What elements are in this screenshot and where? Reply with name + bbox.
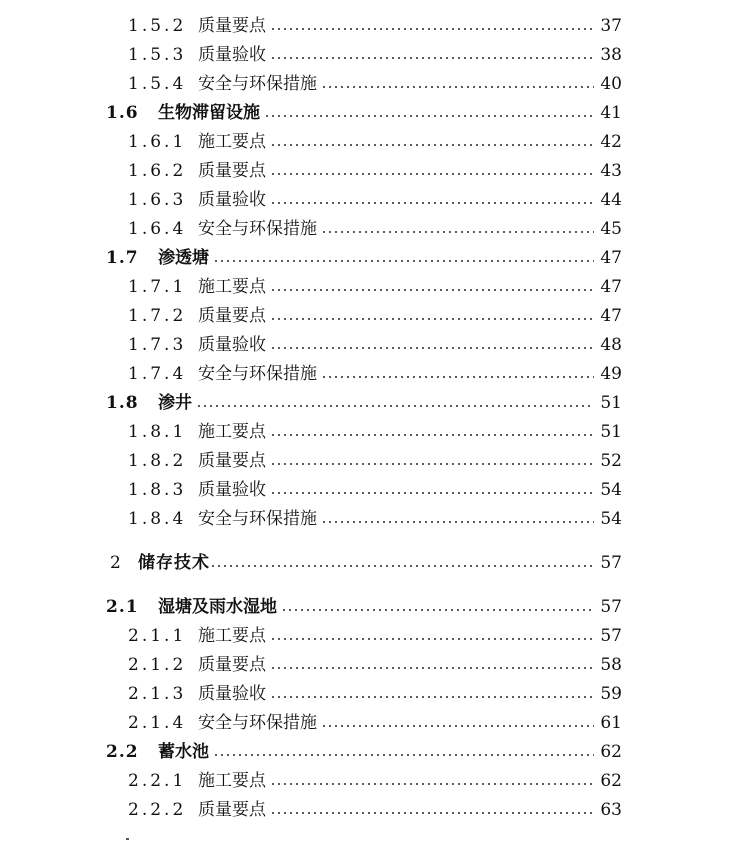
toc-entry[interactable] — [0, 157, 730, 185]
toc-entry-number: 1.5.4 — [128, 74, 187, 94]
toc-entry-title: 施工要点 — [198, 771, 266, 791]
dot-leader — [270, 812, 594, 814]
toc-entry-page: 57 — [600, 597, 622, 617]
toc-entry-page: 47 — [600, 248, 622, 268]
toc-entry-page: 58 — [600, 655, 622, 675]
toc-entry-title: 生物滞留设施 — [158, 103, 260, 123]
dot-leader — [281, 609, 594, 611]
dot-leader — [321, 521, 594, 523]
toc-entry[interactable] — [0, 680, 730, 708]
toc-entry-title: 施工要点 — [198, 132, 266, 152]
scan-mark — [126, 838, 129, 840]
toc-entry-number: 1.6.1 — [128, 132, 187, 152]
toc-entry-title: 质量验收 — [198, 335, 266, 355]
toc-entry-page: 45 — [600, 219, 622, 239]
toc-entry-title: 渗透塘 — [158, 248, 209, 268]
toc-entry-page: 52 — [600, 451, 622, 471]
toc-entry[interactable] — [0, 12, 730, 40]
toc-entry[interactable] — [0, 186, 730, 214]
dot-leader — [213, 260, 594, 262]
toc-entry-page: 54 — [600, 480, 622, 500]
dot-leader — [270, 173, 594, 175]
toc-entry-page: 57 — [600, 553, 622, 573]
toc-entry[interactable] — [0, 128, 730, 156]
toc-entry[interactable] — [0, 549, 730, 577]
toc-entry-title: 质量验收 — [198, 45, 266, 65]
dot-leader — [321, 231, 594, 233]
toc-entry-number: 1.6 — [106, 103, 139, 123]
toc-entry-page: 47 — [600, 277, 622, 297]
dot-leader — [270, 667, 594, 669]
dot-leader — [270, 783, 594, 785]
toc-entry-page: 41 — [600, 103, 622, 123]
toc-entry-number: 2.2 — [106, 742, 139, 762]
toc-entry[interactable] — [0, 215, 730, 243]
toc-entry-title: 施工要点 — [198, 626, 266, 646]
toc-entry-number: 1.7.4 — [128, 364, 187, 384]
toc-entry-number: 2.1.1 — [128, 626, 187, 646]
toc-entry[interactable] — [0, 738, 730, 766]
toc-entry-number: 1.5.3 — [128, 45, 187, 65]
dot-leader — [213, 754, 594, 756]
toc-entry[interactable] — [0, 331, 730, 359]
toc-entry-title: 安全与环保措施 — [198, 364, 317, 384]
dot-leader — [210, 565, 594, 567]
toc-entry-number: 2.1.2 — [128, 655, 187, 675]
toc-entry-page: 43 — [600, 161, 622, 181]
toc-entry-page: 51 — [600, 393, 622, 413]
toc-entry[interactable] — [0, 244, 730, 272]
toc-entry[interactable] — [0, 709, 730, 737]
toc-entry-title: 质量验收 — [198, 480, 266, 500]
toc-entry[interactable] — [0, 447, 730, 475]
dot-leader — [270, 434, 594, 436]
toc-entry-number: 2.1.3 — [128, 684, 187, 704]
toc-entry-number: 2.2.2 — [128, 800, 187, 820]
dot-leader — [270, 28, 594, 30]
toc-entry-title: 质量要点 — [198, 800, 266, 820]
dot-leader — [270, 463, 594, 465]
toc-entry-page: 61 — [600, 713, 622, 733]
toc-entry-number: 1.7 — [106, 248, 139, 268]
toc-entry-page: 63 — [600, 800, 622, 820]
toc-entry-title: 储存技术 — [138, 553, 210, 573]
dot-leader — [270, 696, 594, 698]
toc-entry[interactable] — [0, 622, 730, 650]
toc-entry-title: 湿塘及雨水湿地 — [158, 597, 277, 617]
dot-leader — [270, 492, 594, 494]
toc-entry-page: 44 — [600, 190, 622, 210]
toc-entry-title: 施工要点 — [198, 422, 266, 442]
toc-entry-title: 安全与环保措施 — [198, 74, 317, 94]
toc-entry-number: 1.7.1 — [128, 277, 187, 297]
toc-entry-number: 2 — [110, 553, 121, 573]
toc-entry-page: 42 — [600, 132, 622, 152]
toc-entry-number: 1.7.3 — [128, 335, 187, 355]
toc-entry-number: 1.8.2 — [128, 451, 187, 471]
toc-entry-page: 48 — [600, 335, 622, 355]
toc-entry[interactable] — [0, 418, 730, 446]
toc-entry-number: 1.6.2 — [128, 161, 187, 181]
dot-leader — [270, 289, 594, 291]
toc-entry-number: 1.5.2 — [128, 16, 187, 36]
toc-entry-number: 1.8.4 — [128, 509, 187, 529]
dot-leader — [196, 405, 594, 407]
toc-entry-number: 1.6.3 — [128, 190, 187, 210]
toc-entry-page: 38 — [600, 45, 622, 65]
toc-entry[interactable] — [0, 389, 730, 417]
toc-entry-title: 蓄水池 — [158, 742, 209, 762]
toc-entry-page: 37 — [600, 16, 622, 36]
toc-entry-page: 40 — [600, 74, 622, 94]
toc-entry[interactable] — [0, 41, 730, 69]
toc-entry-page: 51 — [600, 422, 622, 442]
toc-entry-title: 质量要点 — [198, 655, 266, 675]
dot-leader — [270, 638, 594, 640]
toc-entry-title: 质量要点 — [198, 161, 266, 181]
toc-entry-page: 47 — [600, 306, 622, 326]
toc-entry-page: 62 — [600, 771, 622, 791]
toc-entry-title: 质量要点 — [198, 16, 266, 36]
dot-leader — [321, 376, 594, 378]
toc-entry-number: 2.1 — [106, 597, 139, 617]
toc-entry[interactable] — [0, 651, 730, 679]
dot-leader — [270, 202, 594, 204]
toc-entry[interactable] — [0, 99, 730, 127]
dot-leader — [270, 318, 594, 320]
dot-leader — [270, 144, 594, 146]
toc-entry-number: 1.7.2 — [128, 306, 187, 326]
dot-leader — [321, 725, 594, 727]
toc-entry-title: 渗井 — [158, 393, 192, 413]
dot-leader — [321, 86, 594, 88]
toc-entry-title: 安全与环保措施 — [198, 509, 317, 529]
toc-entry-title: 施工要点 — [198, 277, 266, 297]
toc-entry[interactable] — [0, 70, 730, 98]
toc-entry-page: 49 — [600, 364, 622, 384]
toc-entry-title: 质量验收 — [198, 190, 266, 210]
toc-entry-page: 62 — [600, 742, 622, 762]
toc-entry-title: 安全与环保措施 — [198, 713, 317, 733]
toc-entry-number: 1.8.1 — [128, 422, 187, 442]
toc-entry-page: 54 — [600, 509, 622, 529]
dot-leader — [270, 347, 594, 349]
toc-entry[interactable] — [0, 273, 730, 301]
toc-entry-title: 质量要点 — [198, 306, 266, 326]
toc-entry[interactable] — [0, 796, 730, 824]
toc-entry-title: 质量要点 — [198, 451, 266, 471]
toc-entry[interactable] — [0, 476, 730, 504]
dot-leader — [270, 57, 594, 59]
toc-entry[interactable] — [0, 360, 730, 388]
toc-entry-title: 安全与环保措施 — [198, 219, 317, 239]
toc-entry-page: 57 — [600, 626, 622, 646]
toc-entry-title: 质量验收 — [198, 684, 266, 704]
toc-entry-number: 1.8.3 — [128, 480, 187, 500]
toc-entry[interactable] — [0, 302, 730, 330]
toc-entry[interactable] — [0, 767, 730, 795]
toc-entry-number: 2.1.4 — [128, 713, 187, 733]
toc-entry-number: 2.2.1 — [128, 771, 187, 791]
toc-entry-page: 59 — [600, 684, 622, 704]
toc-entry-number: 1.8 — [106, 393, 139, 413]
toc-entry-number: 1.6.4 — [128, 219, 187, 239]
dot-leader — [264, 115, 594, 117]
toc-entry[interactable] — [0, 593, 730, 621]
toc-entry[interactable] — [0, 505, 730, 533]
